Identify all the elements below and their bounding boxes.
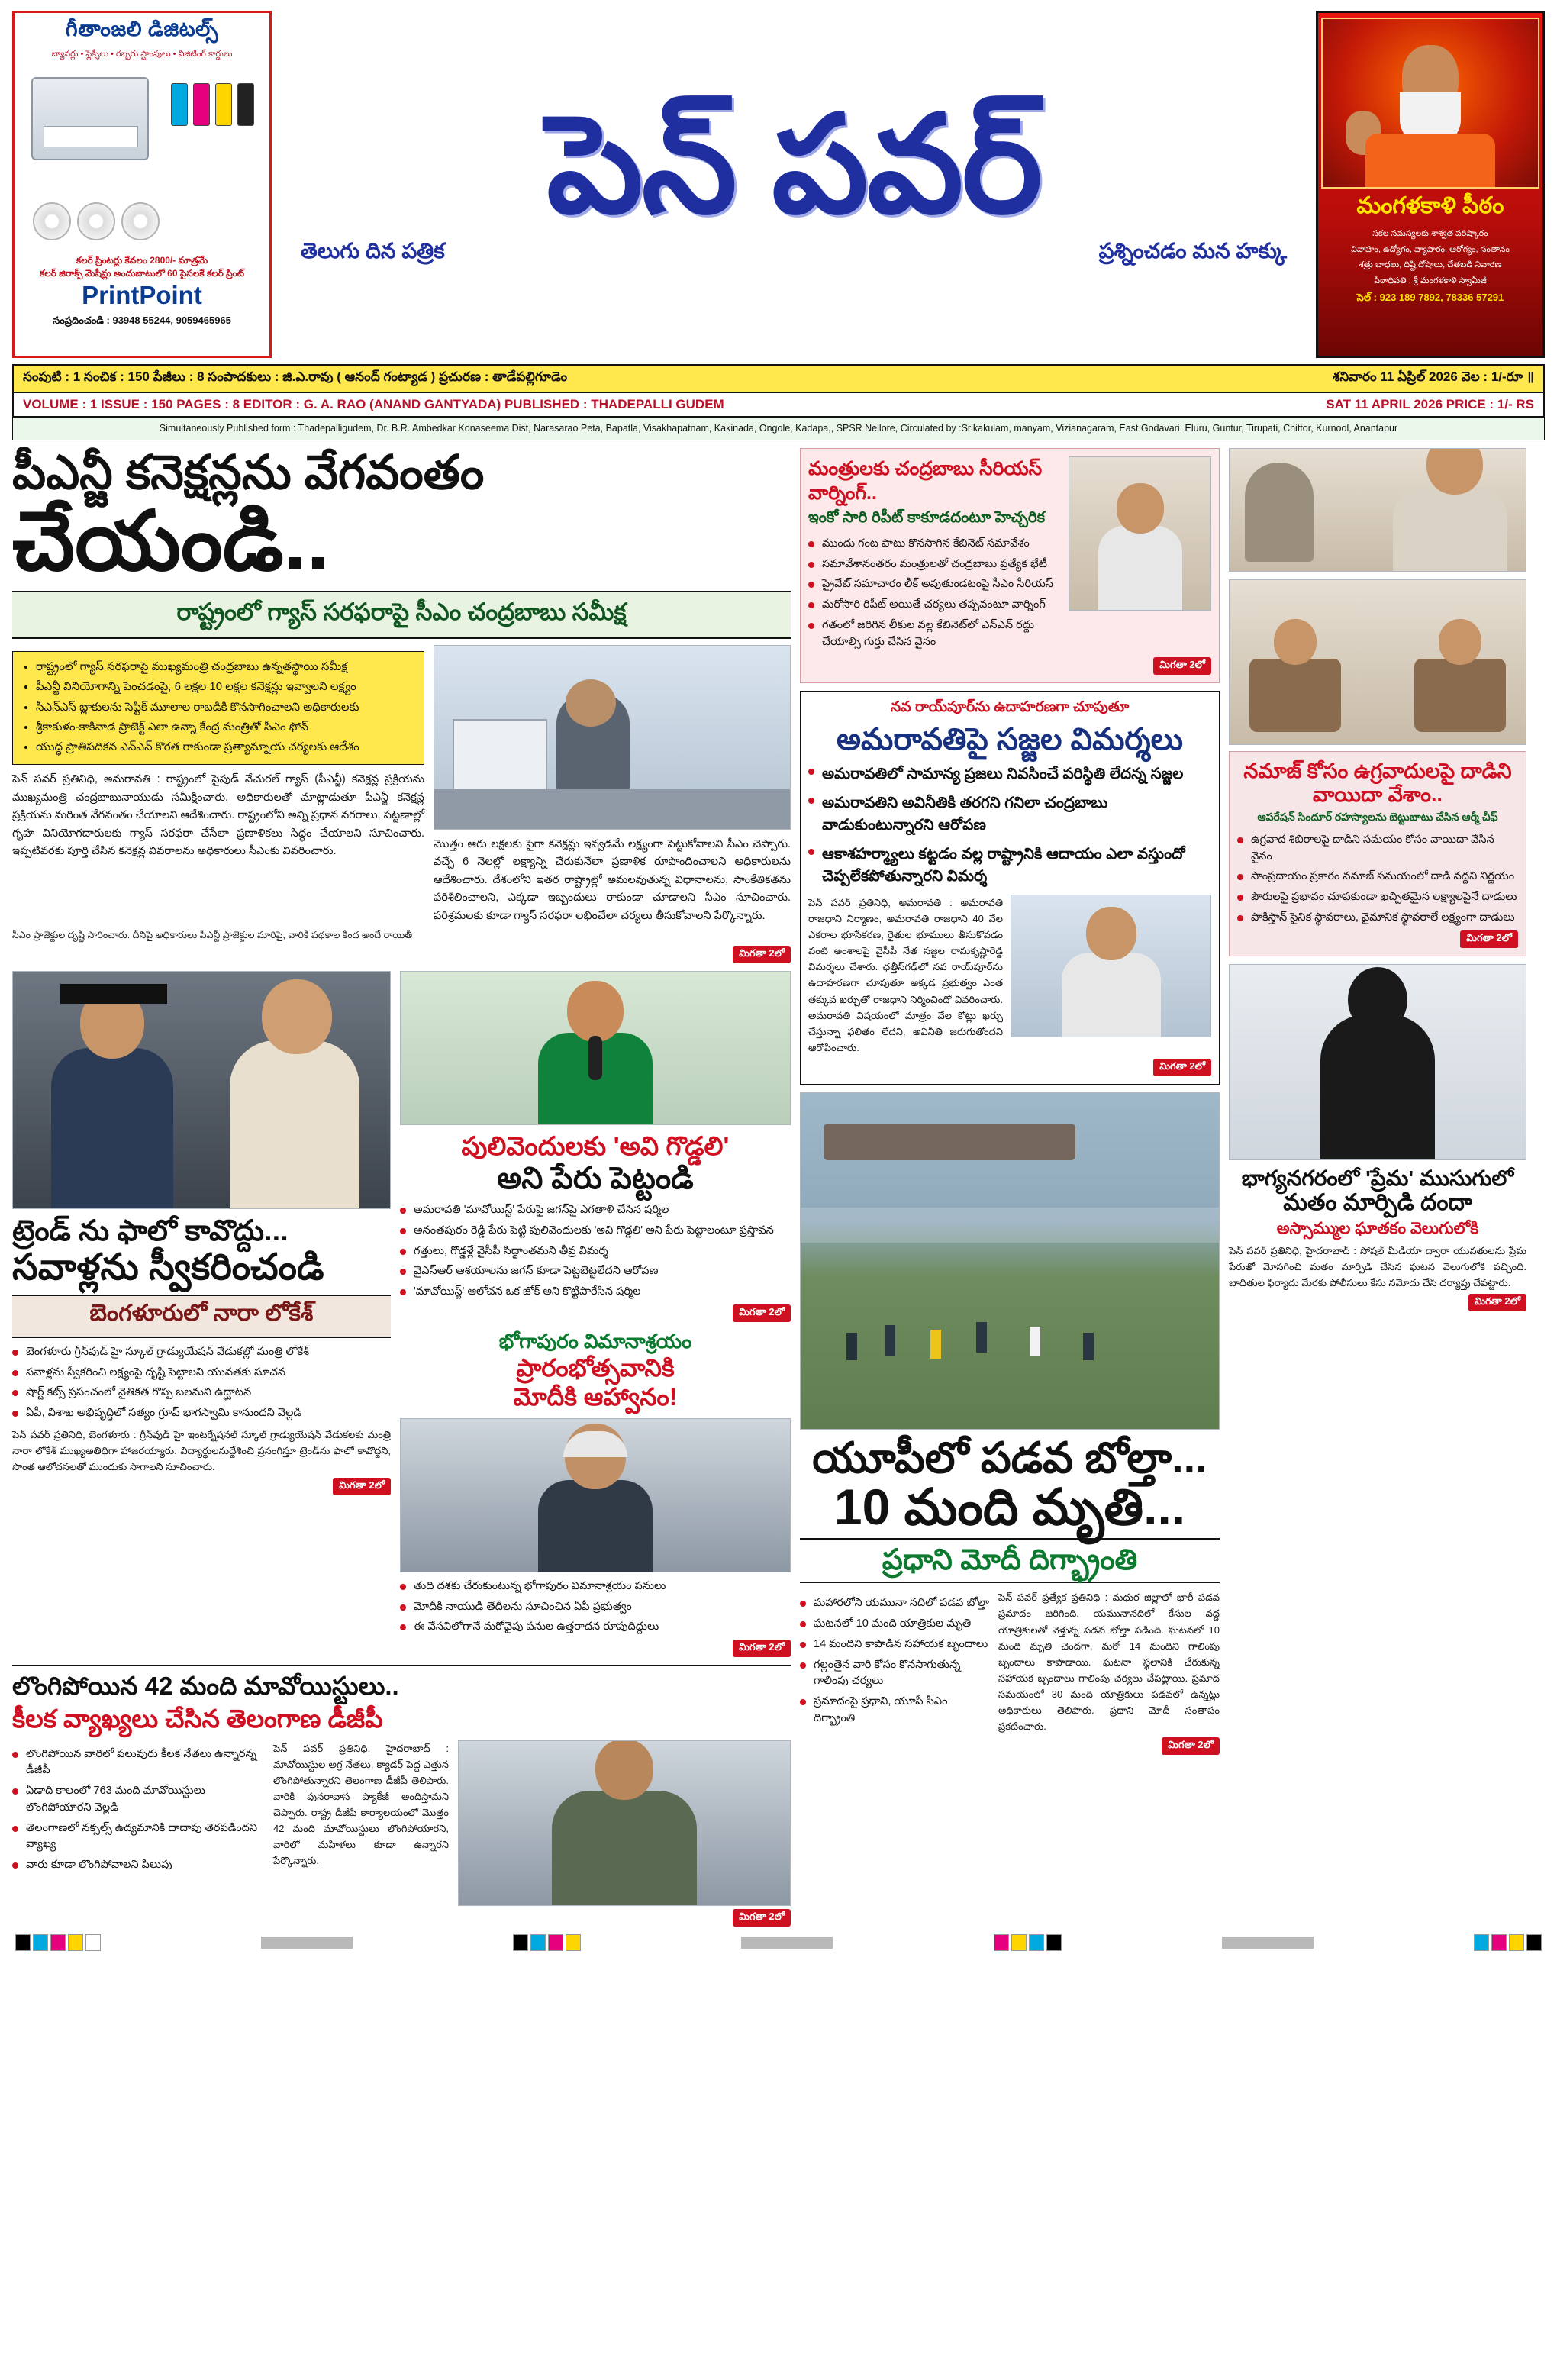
- boat-bullet: మహారలోని యమునా నదిలో పడవ బోల్తా: [800, 1595, 991, 1612]
- amaravati-headline: అమరావతిపై సజ్జల విమర్శలు: [837, 723, 1183, 757]
- paper-rolls: [33, 202, 160, 240]
- maoists-photo-dgp: [458, 1740, 791, 1906]
- issue-info-bar-english: [12, 393, 1545, 418]
- gray-bar: [1222, 1937, 1314, 1949]
- ad-right-phone: సెల్ : 923 189 7892, 78336 57291: [1356, 292, 1504, 303]
- simultaneous-publication-note: Simultaneously Published form : Thadepalligudem, Dr. B.R. Ambedkar Konaseema Dist, Narasarao Peta, Bapatla, Visakhapatnam, Kakinada, Ongole, Kadapa,, SPSR Nellore, Circulated by :Srikakulam, manyam, Vizianagaram, East Godavari, Eluru, Guntur, Tirupati, Chittor, Kurnool, Anantapur: [12, 418, 1545, 440]
- warning-bullet: మరోసారి రిపీట్ అయితే చర్యలు తప్పవంటూ వార్నింగ్: [808, 597, 1062, 614]
- sharmila-bullet: గత్తులు, గొడ్డళ్లే వైసీపీ సిద్ధాంతమని తీవ్ర విమర్శ: [400, 1243, 791, 1260]
- warning-bullet: సమావేశానంతరం మంత్రులతో చంద్రబాబు ప్రత్యేక భేటీ: [808, 556, 1062, 573]
- sharmila-bullet: 'మావోయిస్ట్' ఆలోచన ఒక జోక్ అని కొట్టిపారేసిన షర్మిల: [400, 1284, 791, 1301]
- ad-left-price-note: కలర్ ప్రింటర్లు కేవలం 2800/- మాత్రమే: [76, 254, 208, 266]
- boat-bullets: [800, 1595, 991, 1733]
- amaravati-bullet: ఆకాశహర్మ్యాలు కట్టడం వల్ల రాష్ట్రానికి ఆదాయం ఎలా వస్తుందో చెప్పలేకపోతున్నారని విమర్శ: [808, 843, 1211, 888]
- lokesh-subheadline: బెంగళూరులో నారా లోకేశ్: [12, 1295, 391, 1338]
- lokesh-bullet: ఏపీ, విశాఖ అభివృద్ధిలో సత్యం గ్రూప్ భాగస్వామి కానుందని వెల్లడి: [12, 1405, 391, 1422]
- sharmila-bullet: అనంతపురం రెడ్డి పేరు పెట్టి పులివెందులకు 'అవి గొడ్డలి' అని పేరు పెట్టాలంటూ ప్రస్తావన: [400, 1223, 791, 1240]
- warning-bullet: గతంలో జరిగిన లీకుల వల్ల కేబినెట్‌లో ఎన్ఎన్ రద్దు చేయాల్సి గుర్తు చేసిన వైనం: [808, 618, 1062, 651]
- gray-bar: [261, 1937, 353, 1949]
- masthead: [12, 11, 1545, 358]
- lead-bullet: • యుద్ధ ప్రాతిపదికన ఎన్ఎన్ కొరత రాకుండా ప్రత్యామ్నాయ చర్యలకు ఆదేశం: [36, 738, 416, 756]
- maoists-bullet: వారు కూడా లొంగిపోవాలని పిలుపు: [12, 1857, 264, 1874]
- sharmila-headline-2: అని పేరు పెట్టండి: [497, 1162, 694, 1196]
- lead-bullet: • పీఎన్జీ వినియోగాన్ని పెంచడంపై, 6 లక్షల 10 లక్షల కనెక్షన్లు ఇవ్వాలని లక్ష్యం: [36, 678, 416, 695]
- ad-left-subtitle: బ్యానర్లు • ఫ్లెక్సీలు • రబ్బరు స్టాంపులు • విజిటింగ్ కార్డులు: [51, 50, 233, 59]
- lokesh-headline-2: సవాళ్లను స్వీకరించండి: [12, 1247, 324, 1288]
- read-more-badge[interactable]: మిగతా 2లో: [733, 946, 791, 963]
- lead-bullet: • శ్రీకాకుళం-కాకినాడ ప్రాజెక్ట్ ఎలా ఉన్నా కేంద్ర మంత్రితో సీఎం ఫోన్: [36, 718, 416, 736]
- namaz-bullet: సాంప్రదాయం ప్రకారం నమాజ్ సమయంలో దాడి వద్దని నిర్ణయం: [1237, 869, 1518, 885]
- modi-airport-story[interactable]: [400, 1330, 791, 1657]
- amaravati-photo-sajjala: [1011, 895, 1211, 1037]
- modi-headline-1: భోగాపురం విమానాశ్రయం: [498, 1329, 692, 1353]
- read-more-badge[interactable]: మిగతా 2లో: [1468, 1294, 1526, 1311]
- lead-bullet-box: [12, 651, 424, 765]
- lead-bullet: • రాష్ట్రంలో గ్యాస్ సరఫరాపై ముఖ్యమంత్రి చంద్రబాబు ఉన్నతస్థాయి సమీక్ష: [36, 658, 416, 676]
- love-jihad-story[interactable]: [1229, 964, 1526, 1311]
- lokesh-headline-1: ట్రెండ్ ను ఫాలో కావొద్దు...: [12, 1214, 289, 1247]
- amaravati-bullets: [808, 763, 1211, 888]
- love-jihad-body: పెన్ పవర్ ప్రతినిధి, హైదరాబాద్ : సోషల్ మీడియా ద్వారా యువతులను ప్రేమ పేరుతో మోసగించి మతం మార్పిడి చేసిన ఘటన వెలుగులోకి వచ్చింది. బాధితుల ఫిర్యాదు మేరకు పోలీసులు కేసు నమోదు చేసి దర్యాప్తు చేపట్టారు.: [1229, 1244, 1526, 1288]
- lokesh-bullet: షార్ట్ కట్స్ ప్రపంచంలో నైతికత గొప్ప బలమని ఉద్ఘాటన: [12, 1385, 391, 1401]
- warning-headline-1: మంత్రులకు చంద్రబాబు సీరియస్ వార్నింగ్..: [808, 457, 1043, 505]
- column-middle: [800, 448, 1220, 1927]
- lead-photo-cm-review: [434, 645, 791, 830]
- boat-accident-story[interactable]: [800, 1092, 1220, 1755]
- column-left: [12, 448, 791, 1927]
- amaravati-bullet: అమరావతిలో సామాన్య ప్రజలు నివసించే పరిస్థితి లేదన్న సజ్జల: [808, 763, 1211, 785]
- ad-left-brand: గీతాంజలి డిజిటల్స్: [65, 18, 219, 40]
- namaz-bullet: పాకిస్తాన్ సైనిక స్థావరాలు, వైమానిక స్థావరాలే లక్ష్యంగా దాడులు: [1237, 910, 1518, 927]
- namaz-bullets: [1237, 832, 1518, 927]
- ad-right-line-1: సకల సమస్యలకు శాశ్వత పరిష్కారం: [1372, 229, 1488, 238]
- lokesh-bullets: [12, 1344, 391, 1422]
- namaz-subheadline: ఆపరేషన్ సిందూర్ రహస్యాలను బెట్టుబాటు చేసిన ఆర్మీ చీఫ్: [1257, 810, 1498, 823]
- advertisement-left[interactable]: [12, 11, 272, 358]
- color-swatches: [1474, 1934, 1542, 1951]
- printer-illustration: [31, 77, 149, 160]
- read-more-badge[interactable]: మిగతా 2లో: [1460, 930, 1518, 948]
- lokesh-body: పెన్ పవర్ ప్రతినిధి, బెంగళూరు : గ్రీన్‌వుడ్ హై ఇంటర్నేషనల్ స్కూల్ గ్రాడ్యుయేషన్ వేడుకలకు మంత్రి నారా లోకేశ్ ముఖ్యఅతిథిగా హాజరయ్యారు. విద్యార్థులనుద్దేశించి ప్రసంగిస్తూ ట్రెండ్‌ను ఫాలో కావొద్దని, సొంత ఆలోచనలతో ముందుకు సాగాలని సూచించారు.: [12, 1428, 391, 1472]
- color-swatches: [513, 1934, 581, 1951]
- warning-bullet: ముందు గంట పాటు కొనసాగిన కేబినెట్ సమావేశం: [808, 536, 1062, 553]
- ad-left-price-note-2: కలర్ జిరాక్స్ మెషీన్లు అందుబాటులో 60 పైసలకే కలర్ ప్రింట్: [39, 267, 245, 279]
- issue-info-left-en: VOLUME : 1 ISSUE : 150 PAGES : 8 EDITOR : G. A. RAO (ANAND GANTYADA) PUBLISHED : THADEPALLI GUDEM: [23, 397, 724, 411]
- maoists-headline-1: లొంగిపోయిన 42 మంది మావోయిస్టులు..: [12, 1672, 399, 1701]
- love-jihad-subheadline: అస్సామ్ముల ఘాతకం వెలుగులోకి: [1276, 1219, 1479, 1237]
- love-jihad-headline-1: భాగ్యనగరంలో 'ప్రేమ' ముసుగులో: [1241, 1166, 1514, 1190]
- paper-title: పెన్ పవర్: [546, 88, 1041, 240]
- ink-bottles: [171, 83, 254, 126]
- ad-right-line-2: వివాహం, ఉద్యోగం, వ్యాపారం, ఆరోగ్యం, సంతానం: [1351, 244, 1510, 254]
- lead-subheadline: రాష్ట్రంలో గ్యాస్ సరఫరాపై సీఎం చంద్రబాబు సమీక్ష: [12, 591, 791, 639]
- sharmila-bullet: అమరావతి 'మావోయిస్ట్' పేరుపై జగన్‌పై ఎగతాళి చేసిన షర్మిల: [400, 1202, 791, 1219]
- modi-headline-3: మోదీకి ఆహ్వానం!: [513, 1383, 678, 1411]
- read-more-badge[interactable]: మిగతా 2లో: [1162, 1737, 1220, 1755]
- boat-bullet: 14 మందిని కాపాడిన సహాయక బృందాలు: [800, 1637, 991, 1653]
- tagline-left: తెలుగు దిన పత్రిక: [301, 239, 445, 263]
- namaz-story[interactable]: [1229, 751, 1526, 956]
- modi-photo: [400, 1418, 791, 1572]
- modi-headline-2: ప్రారంభోత్సవానికి: [516, 1354, 675, 1382]
- lead-body-left: పెన్ పవర్ ప్రతినిధి, అమరావతి : రాష్ట్రంలో పైపుడ్ నేచురల్ గ్యాస్ (పీఎన్జీ) కనెక్షన్ల ప్రక్రియను ముఖ్యమంత్రి చంద్రబాబునాయుడు సమీక్షించారు. అధికారులతో మాట్లాడుతూ పీఎన్జీ కనెక్షన్ల ప్రక్రియను మరింత వేగవంతం చేయాలని ఆదేశించారు. రాష్ట్రంలోని అన్ని ప్రధాన నగరాలు, పట్టణాల్లో గృహ వినియోగదారులకు గ్యాస్ సరఫరా చేసేలా ప్రణాళికలు సిద్ధం చేయాలని సూచించారు. ఇప్పటివరకు పూర్తి చేసిన కనెక్షన్ల వివరాలను అధికారులు సీఎంకు వివరించారు.: [12, 773, 424, 858]
- advertisement-right[interactable]: [1316, 11, 1545, 358]
- issue-info-right-en: SAT 11 APRIL 2026 PRICE : 1/- RS: [1326, 397, 1534, 411]
- ad-left-phone: సంప్రదించండి : 93948 55244, 9059465965: [53, 314, 231, 327]
- maoists-headline-2: కీలక వ్యాఖ్యలు చేసిన తెలంగాణ డీజీపీ: [12, 1704, 383, 1733]
- lokesh-photo: [12, 971, 391, 1209]
- ad-left-logo-print: Print: [82, 281, 140, 310]
- guru-portrait-illustration: [1321, 18, 1539, 189]
- modi-bullets: [400, 1579, 791, 1636]
- printing-registration-bar: [12, 1934, 1545, 1951]
- namaz-headline: నమాజ్ కోసం ఉగ్రవాదులపై దాడిని వాయిదా వేశాం..: [1243, 759, 1512, 806]
- maoists-story[interactable]: [12, 1665, 791, 1927]
- boat-bullet: ఘటనలో 10 మంది యాత్రికుల మృతి: [800, 1616, 991, 1633]
- lead-bullet: • సీఎన్ఎస్ బ్లాకులను సెప్టిక్ మూలాల రాబడికి కొనసాగించాలని అధికారులకు: [36, 698, 416, 716]
- color-swatches: [15, 1934, 101, 1951]
- warning-bullets: [808, 536, 1062, 651]
- ad-right-line-3: శత్రు బాధలు, దిష్టి దోషాలు, చేతబడి నివారణ: [1359, 260, 1502, 269]
- maoists-bullet: తెలంగాణలో నక్సల్స్ ఉద్యమానికి దాదాపు తెరపడిందని వ్యాఖ్య: [12, 1820, 264, 1854]
- modi-bullet: ఈ వేసవిలోగానే మరోవైపు పనుల ఉత్తరాదన రూపుదిద్దులు: [400, 1619, 791, 1636]
- sharmila-bullets: [400, 1202, 791, 1301]
- boat-bullet: గల్లంతైన వారి కోసం కొనసాగుతున్న గాలింపు చర్యలు: [800, 1657, 991, 1691]
- boat-headline-3: ప్రధాని మోదీ దిగ్భ్రాంతి: [800, 1538, 1220, 1584]
- read-more-badge[interactable]: మిగతా 2లో: [733, 1640, 791, 1657]
- lead-story[interactable]: [12, 448, 791, 963]
- love-jihad-photo-silhouette: [1229, 964, 1526, 1160]
- modi-bullet: తుది దశకు చేరుకుంటున్న భోగాపురం విమానాశ్రయం పనులు: [400, 1579, 791, 1595]
- gray-bar: [741, 1937, 833, 1949]
- warning-story[interactable]: [800, 448, 1220, 684]
- read-more-badge[interactable]: మిగతా 2లో: [1153, 1059, 1211, 1076]
- namaz-story-photo: [1229, 579, 1526, 745]
- ad-right-title: మంగళకాళి పీఠం: [1356, 193, 1504, 218]
- chandrababu-portrait-photo: [1229, 448, 1526, 572]
- warning-photo-chandrababu: [1069, 456, 1211, 611]
- color-swatches: [994, 1934, 1062, 1951]
- ad-left-logo: [82, 281, 202, 310]
- issue-info-right-te: శనివారం 11 ఏప్రిల్ 2026 వెల : 1/-రూ ॥: [1332, 369, 1534, 384]
- lead-photo-caption: సీఎం ప్రాజెక్టుల దృష్టి సారించారు. దీనిపై అధికారులు పీఎన్జీ ప్రాజెక్టుల మారిపై, వారికి పథకాల కింద అందే రాయితీ: [12, 930, 413, 941]
- amaravati-kicker: నవ రాయ్‌పూర్‌ను ఉదాహరణగా చూపుతూ: [890, 699, 1130, 716]
- ad-right-line-4: పీఠాధిపతి : శ్రీ మంగళకాళి స్వామీజీ: [1374, 276, 1487, 285]
- sharmila-photo: [400, 971, 791, 1125]
- boat-body: పెన్ పవర్ ప్రత్యేక ప్రతినిధి : మధుర జిల్లాలో భారీ పడవ ప్రమాదం జరిగింది. యమునానదిలో కేసుల వద్ద యాత్రికులతో వెళ్తున్న పడవ బోల్తా పడింది. ఘటనలో 10 మంది మృతి చెందగా, మరో 14 మందిని గాలింపు బృందాలు కాపాడాయి. ఘటనా స్థలానికి చేరుకున్న సహాయక బృందాలు గాలింపు చర్యలు చేపట్టాయి. ప్రమాద సమయంలో 30 మంది యాత్రికులు పడవలో ఉన్నట్లు అధికారులు తెలిపారు. ప్రధాని మోదీ సంతాపం ప్రకటించారు.: [998, 1592, 1220, 1732]
- lead-headline-line-1: పీఎన్జీ కనెక్షన్లను వేగవంతం: [12, 446, 485, 499]
- boat-headline-1: యూపీలో పడవ బోల్తా...: [812, 1433, 1207, 1482]
- sharmila-headline-1: పులివెందులకు 'అవి గొడ్డలి': [461, 1131, 730, 1161]
- amaravati-story[interactable]: [800, 691, 1220, 1084]
- amaravati-body: పెన్ పవర్ ప్రతినిధి, అమరావతి : అమరావతి రాజధాని నిర్మాణం, అమరావతి రాజధాని 40 వేల ఎకరాల భూసేకరణ, రైతుల భూములు తీసుకోవడం వంటి అంశాలపై వైసీపీ నేత సజ్జల రామకృష్ణారెడ్డి విమర్శలు చేశారు. ఛత్తీస్‌గఢ్‌లో నవ రాయ్‌పూర్‌ను ఉదాహరణగా చూపుతూ అక్కడ ప్రభుత్వం ఎంత తక్కువ ఖర్చుతో రాజధాని నిర్మించిందో వివరించారు. అమరావతి విషయంలో మాత్రం వేల కోట్లు ఖర్చు చేస్తున్నా ఫలితం లేదని, అవినీతి జరుగుతోందని ఆరోపించారు.: [808, 897, 1003, 1053]
- read-more-badge[interactable]: మిగతా 2లో: [333, 1478, 391, 1495]
- masthead-title-block: [279, 11, 1308, 358]
- lokesh-bullet: సవాళ్లను స్వీకరించి లక్ష్యంపై దృష్టి పెట్టాలని యువతకు సూచన: [12, 1365, 391, 1382]
- sharmila-story[interactable]: [400, 971, 791, 1658]
- lead-headline-line-2: చేయండి..: [12, 494, 330, 587]
- modi-bullet: మోదీకి నాయుడి తేదీలను సూచించిన ఏపీ ప్రభుత్వం: [400, 1599, 791, 1616]
- boat-accident-photo: [800, 1092, 1220, 1430]
- love-jihad-headline-2: మతం మార్పిడి దందా: [1283, 1189, 1472, 1215]
- read-more-badge[interactable]: మిగతా 2లో: [1153, 657, 1211, 675]
- boat-bullet: ప్రమాదంపై ప్రధాని, యూపీ సీఎం దిగ్భ్రాంతి: [800, 1694, 991, 1727]
- maoists-bullet: లొంగిపోయిన వారిలో పలువురు కీలక నేతలు ఉన్నారన్న డీజీపీ: [12, 1746, 264, 1780]
- column-right: [1229, 448, 1526, 1927]
- maoists-bullets: [12, 1746, 264, 1906]
- boat-headline-2: 10 మంది మృతి...: [833, 1478, 1186, 1535]
- tagline-right: ప్రశ్నించడం మన హక్కు: [1098, 239, 1287, 263]
- warning-headline-2: ఇంకో సారి రిపీట్ కాకూడదంటూ హెచ్చరిక: [808, 508, 1046, 526]
- warning-bullet: ప్రైవేట్ సమాచారం లీక్ అవుతుండటంపై సీఎం సీరియస్: [808, 576, 1062, 593]
- ad-left-artwork: [18, 63, 266, 254]
- ad-left-logo-point: Point: [139, 281, 202, 310]
- read-more-badge[interactable]: మిగతా 2లో: [733, 1304, 791, 1322]
- issue-info-bar-telugu: [12, 364, 1545, 393]
- amaravati-bullet: అమరావతిని అవినీతికి తరగని గనిలా చంద్రబాబు వాడుకుంటున్నారని ఆరోపణ: [808, 792, 1211, 837]
- lokesh-bullet: బెంగళూరు గ్రీన్‌వుడ్ హై స్కూల్ గ్రాడ్యుయేషన్ వేడుకల్లో మంత్రి లోకేశ్: [12, 1344, 391, 1361]
- maoists-bullet: ఏడాది కాలంలో 763 మంది మావోయిస్టులు లొంగిపోయారని వెల్లడి: [12, 1783, 264, 1817]
- maoists-body: పెన్ పవర్ ప్రతినిధి, హైదరాబాద్ : మావోయిస్టుల అగ్ర నేతలు, క్యాడర్ పెద్ద ఎత్తున లొంగిపోతున్నారని తెలంగాణ డీజీపీ తెలిపారు. వారికి పునరావాస ప్యాకేజీ అందిస్తామని చెప్పారు. రాష్ట్ర డీజీపీ కార్యాలయంలో మొత్తం 42 మంది మావోయిస్టులు లొంగిపోయారని, వారిలో మహిళలు కూడా ఉన్నారని పేర్కొన్నారు.: [273, 1742, 449, 1866]
- lokesh-story[interactable]: [12, 971, 391, 1658]
- issue-info-left-te: సంపుటి : 1 సంచిక : 150 పేజీలు : 8 సంపాదకులు : జి.ఎ.రావు ( ఆనంద్ గంట్యాడ ) ప్రచురణ : తాడేపల్లిగూడెం: [23, 369, 568, 384]
- read-more-badge[interactable]: మిగతా 2లో: [733, 1909, 791, 1927]
- sharmila-bullet: వైఎస్ఆర్ ఆశయాలను జగన్ కూడా పెట్టబెట్టలేదని ఆరోపణ: [400, 1263, 791, 1280]
- main-content-grid: [12, 448, 1545, 1927]
- lead-body-right: మొత్తం ఆరు లక్షలకు పైగా కనెక్షన్లు ఇవ్వడమే లక్ష్యంగా పెట్టుకోవాలని సీఎం చెప్పారు. వచ్చే 6 నెలల్లో లక్ష్యాన్ని చేరుకునేలా ప్రణాళిక రూపొందించాలని అధికారులను ఆదేశించారు. దేశంలోని ఇతర రాష్ట్రాల్లో అమలవుతున్న విధానాలను, సాంకేతికతను పరిశీలించాలని, ఎక్కడా ఇబ్బందులు రాకుండా చూడాలని సీఎం సూచించారు. పరిశ్రమలకు కూడా గ్యాస్ సరఫరా లభించేలా చర్యలు తీసుకోవాలని పేర్కొన్నారు.: [434, 838, 791, 922]
- namaz-bullet: ఉగ్రవాద శిబిరాలపై దాడిని సమయం కోసం వాయిదా వేసిన వైనం: [1237, 832, 1518, 866]
- namaz-bullet: పౌరులపై ప్రభావం చూపకుండా ఖచ్చితమైన లక్ష్యాలపైనే దాడులు: [1237, 889, 1518, 906]
